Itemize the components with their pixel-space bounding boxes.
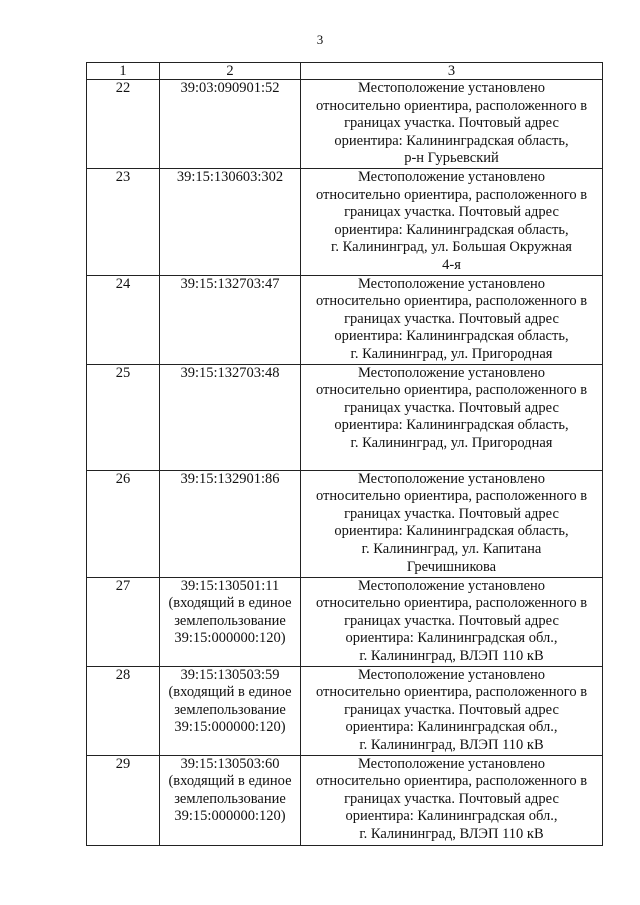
location-description: Местоположение установлено относительно ориентира, расположенного в границах участка. Почтовый адрес ориентира: Калининградская обл., г. Калининград, ВЛЭП 110 кВ [301, 755, 603, 845]
table-header-row [87, 63, 603, 80]
cadastral-number: 39:15:130503:59 (входящий в единое землепользование 39:15:000000:120) [160, 666, 301, 755]
table-row [87, 168, 603, 275]
cadastral-number: 39:15:130501:11 (входящий в единое землепользование 39:15:000000:120) [160, 577, 301, 666]
row-number: 25 [87, 364, 160, 470]
column-header-cadastral: 2 [160, 63, 301, 80]
table-header [87, 63, 603, 80]
location-description: Местоположение установлено относительно ориентира, расположенного в границах участка. Почтовый адрес ориентира: Калининградская обл., г. Калининград, ВЛЭП 110 кВ [301, 666, 603, 755]
cadastral-number: 39:15:132703:48 [160, 364, 301, 470]
cadastral-number: 39:15:130603:302 [160, 168, 301, 275]
row-number: 26 [87, 470, 160, 577]
table-row [87, 80, 603, 169]
table-row [87, 364, 603, 470]
cadastral-number: 39:15:132703:47 [160, 275, 301, 364]
table-row [87, 470, 603, 577]
row-number: 24 [87, 275, 160, 364]
cadastral-number: 39:03:090901:52 [160, 80, 301, 169]
table-row [87, 755, 603, 845]
table-body [87, 80, 603, 846]
page-number: 3 [316, 32, 324, 47]
table-row [87, 577, 603, 666]
row-number: 27 [87, 577, 160, 666]
land-plot-table [86, 62, 603, 846]
row-number: 28 [87, 666, 160, 755]
cadastral-number: 39:15:132901:86 [160, 470, 301, 577]
location-description: Местоположение установлено относительно ориентира, расположенного в границах участка. Почтовый адрес ориентира: Калининградская область, г. Калининград, ул. Большая Окружная 4-я [301, 168, 603, 275]
location-description: Местоположение установлено относительно ориентира, расположенного в границах участка. Почтовый адрес ориентира: Калининградская область, г. Калининград, ул. Пригородная [301, 364, 603, 470]
column-header-location: 3 [301, 63, 603, 80]
location-description: Местоположение установлено относительно ориентира, расположенного в границах участка. Почтовый адрес ориентира: Калининградская обл., г. Калининград, ВЛЭП 110 кВ [301, 577, 603, 666]
table-row [87, 275, 603, 364]
table-row [87, 666, 603, 755]
row-number: 23 [87, 168, 160, 275]
row-number: 29 [87, 755, 160, 845]
location-description: Местоположение установлено относительно ориентира, расположенного в границах участка. Почтовый адрес ориентира: Калининградская область, р-н Гурьевский [301, 80, 603, 169]
location-description: Местоположение установлено относительно ориентира, расположенного в границах участка. Почтовый адрес ориентира: Калининградская область, г. Калининград, ул. Капитана Гречишникова [301, 470, 603, 577]
location-description: Местоположение установлено относительно ориентира, расположенного в границах участка. Почтовый адрес ориентира: Калининградская область, г. Калининград, ул. Пригородная [301, 275, 603, 364]
row-number: 22 [87, 80, 160, 169]
column-header-number: 1 [87, 63, 160, 80]
cadastral-number: 39:15:130503:60 (входящий в единое землепользование 39:15:000000:120) [160, 755, 301, 845]
